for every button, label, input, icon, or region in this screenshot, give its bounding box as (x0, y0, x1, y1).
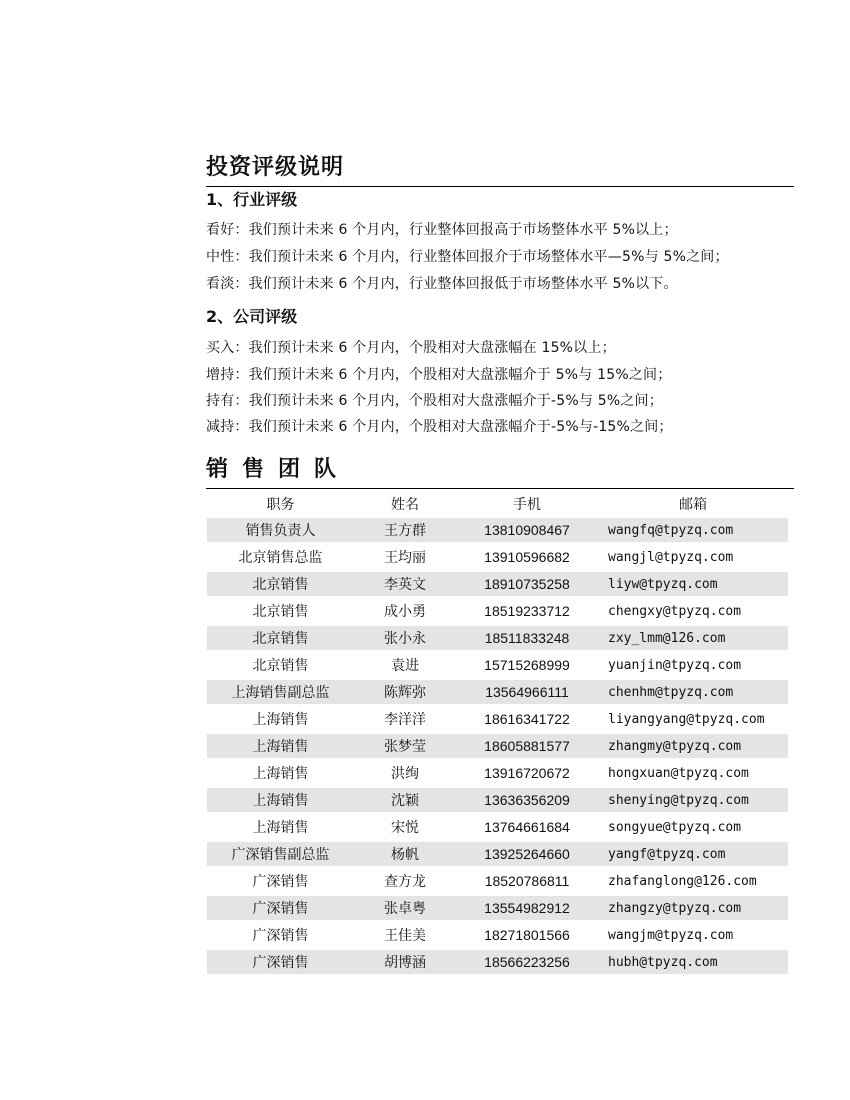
role-cell: 广深销售 (207, 896, 354, 920)
name-cell: 李英文 (354, 572, 456, 596)
company-rating-heading: 2、公司评级 (206, 307, 298, 326)
industry-rating-heading: 1、行业评级 (206, 190, 298, 209)
column-header-name: 姓名 (391, 497, 419, 513)
phone-cell: 18566223256 (456, 950, 598, 974)
email-cell: zhafanglong@126.com (608, 873, 757, 889)
name-cell: 沈颖 (354, 788, 456, 812)
company-rating-line: 减持：我们预计未来 6 个月内，个股相对大盘涨幅介于-5%与-15%之间； (206, 419, 673, 435)
role-cell: 广深销售 (207, 950, 354, 974)
table-row (207, 761, 788, 785)
name-cell: 张小永 (354, 626, 456, 650)
role-cell: 上海销售副总监 (207, 680, 354, 704)
table-row (207, 788, 788, 812)
name-cell: 袁进 (391, 658, 419, 674)
phone-cell: 13810908467 (456, 518, 598, 542)
email-cell: chenhm@tpyzq.com (598, 680, 788, 704)
email-cell: chengxy@tpyzq.com (608, 603, 742, 619)
role-cell: 上海销售 (207, 734, 354, 758)
phone-cell: 13564966111 (456, 680, 598, 704)
name-cell: 查方龙 (384, 874, 426, 890)
role-cell: 北京销售 (207, 572, 354, 596)
email-cell: wangjl@tpyzq.com (608, 549, 734, 565)
sales-team-table (207, 490, 788, 977)
role-cell: 北京销售总监 (238, 550, 323, 566)
table-row (207, 572, 788, 596)
table-header-row (207, 493, 788, 515)
phone-cell: 18511833248 (456, 626, 598, 650)
sales-team-heading: 销售团队 (206, 452, 794, 489)
table-row (207, 707, 788, 731)
role-cell: 北京销售 (252, 658, 309, 674)
role-cell: 上海销售 (252, 820, 309, 836)
name-cell: 洪绚 (391, 766, 419, 782)
name-cell: 成小勇 (384, 604, 426, 620)
name-cell: 王佳美 (384, 928, 426, 944)
phone-cell: 13636356209 (456, 788, 598, 812)
name-cell: 张卓粤 (354, 896, 456, 920)
phone-cell: 15715268999 (484, 657, 570, 673)
email-cell: hongxuan@tpyzq.com (608, 765, 749, 781)
name-cell: 杨帆 (354, 842, 456, 866)
email-cell: zhangzy@tpyzq.com (598, 896, 788, 920)
table-row (207, 842, 788, 866)
email-cell: liyangyang@tpyzq.com (608, 711, 765, 727)
table-row (207, 896, 788, 920)
phone-cell: 13925264660 (456, 842, 598, 866)
column-header-email: 邮箱 (679, 497, 707, 513)
industry-rating-line: 看好：我们预计未来 6 个月内，行业整体回报高于市场整体水平 5%以上； (206, 222, 678, 238)
email-cell: liyw@tpyzq.com (598, 572, 788, 596)
company-rating-line: 买入：我们预计未来 6 个月内，个股相对大盘涨幅在 15%以上； (206, 340, 616, 356)
phone-cell: 18520786811 (484, 873, 570, 889)
name-cell: 张梦莹 (354, 734, 456, 758)
email-cell: wangjm@tpyzq.com (608, 927, 734, 943)
table-row (207, 680, 788, 704)
role-cell: 广深销售 (252, 928, 309, 944)
role-cell: 北京销售 (207, 626, 354, 650)
name-cell: 宋悦 (391, 820, 419, 836)
role-cell: 销售负责人 (207, 518, 354, 542)
role-cell: 北京销售 (252, 604, 309, 620)
table-row (207, 626, 788, 650)
name-cell: 王方群 (354, 518, 456, 542)
role-cell: 上海销售 (252, 712, 309, 728)
industry-rating-line: 看淡：我们预计未来 6 个月内，行业整体回报低于市场整体水平 5%以下。 (206, 276, 678, 292)
phone-cell: 18271801566 (484, 927, 570, 943)
email-cell: zhangmy@tpyzq.com (598, 734, 788, 758)
page-title: 投资评级说明 (206, 150, 794, 187)
phone-cell: 18605881577 (456, 734, 598, 758)
name-cell: 陈辉弥 (354, 680, 456, 704)
email-cell: wangfq@tpyzq.com (598, 518, 788, 542)
table-row (207, 653, 788, 677)
table-row (207, 815, 788, 839)
email-cell: yangf@tpyzq.com (598, 842, 788, 866)
phone-cell: 13764661684 (484, 819, 570, 835)
table-row (207, 923, 788, 947)
table-row (207, 950, 788, 974)
company-rating-line: 增持：我们预计未来 6 个月内，个股相对大盘涨幅介于 5%与 15%之间； (206, 367, 672, 383)
sales-team-rows (207, 518, 788, 974)
phone-cell: 13916720672 (484, 765, 570, 781)
table-row (207, 545, 788, 569)
column-header-phone: 手机 (513, 497, 541, 513)
role-cell: 广深销售 (252, 874, 309, 890)
email-cell: yuanjin@tpyzq.com (608, 657, 742, 673)
email-cell: hubh@tpyzq.com (598, 950, 788, 974)
table-row (207, 599, 788, 623)
phone-cell: 18519233712 (484, 603, 570, 619)
email-cell: shenying@tpyzq.com (598, 788, 788, 812)
role-cell: 上海销售 (207, 788, 354, 812)
name-cell: 王均丽 (384, 550, 426, 566)
email-cell: zxy_lmm@126.com (598, 626, 788, 650)
phone-cell: 13554982912 (456, 896, 598, 920)
phone-cell: 18910735258 (456, 572, 598, 596)
phone-cell: 18616341722 (484, 711, 570, 727)
role-cell: 广深销售副总监 (207, 842, 354, 866)
table-row (207, 518, 788, 542)
phone-cell: 13910596682 (484, 549, 570, 565)
table-row (207, 869, 788, 893)
role-cell: 上海销售 (252, 766, 309, 782)
name-cell: 李洋洋 (384, 712, 426, 728)
email-cell: songyue@tpyzq.com (608, 819, 742, 835)
industry-rating-line: 中性：我们预计未来 6 个月内，行业整体回报介于市场整体水平—5%与 5%之间； (206, 249, 729, 265)
table-row (207, 734, 788, 758)
column-header-role: 职务 (266, 497, 295, 513)
name-cell: 胡博涵 (354, 950, 456, 974)
company-rating-line: 持有：我们预计未来 6 个月内，个股相对大盘涨幅介于-5%与 5%之间； (206, 393, 663, 409)
